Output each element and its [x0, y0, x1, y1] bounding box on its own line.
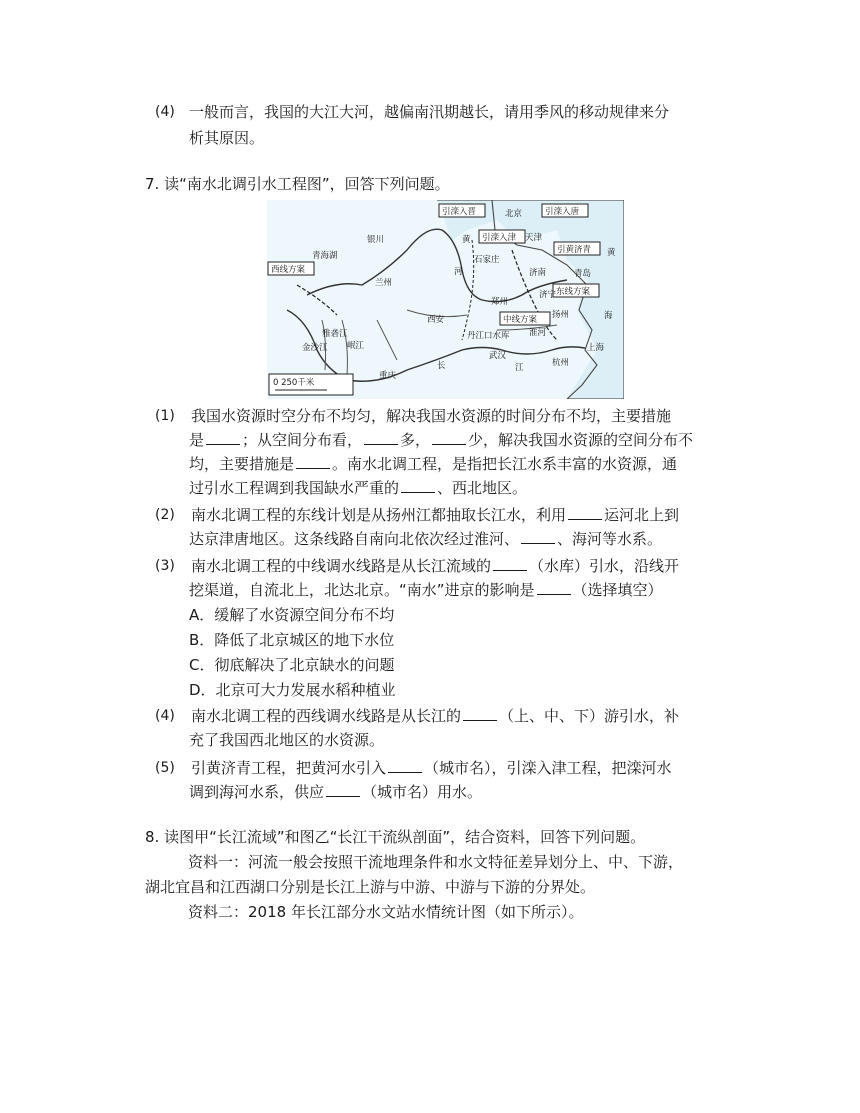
question-text-line: 达京津唐地区。这条线路自南向北依次经过淮河、 、海河等水系。 [189, 530, 663, 548]
answer-blank[interactable] [364, 430, 398, 445]
answer-blank[interactable] [432, 430, 466, 445]
map-label: 银川 [367, 235, 385, 245]
question-text-line: 挖渠道，自流北上，北达北京。“南水”进京的影响是 （选择填空） [189, 581, 663, 599]
map-label: 江 [515, 363, 524, 373]
question-text-line: 南水北调工程的东线计划是从扬州江都抽取长江水，利用 运河北上到 [191, 506, 680, 524]
question-number: (5) [155, 760, 175, 776]
question-text-line: 南水北调工程的西线调水线路是从长江的 （上、中、下）游引水，补 [191, 707, 680, 725]
answer-blank[interactable] [568, 505, 602, 520]
answer-blank[interactable] [206, 430, 240, 445]
map-label: 扬州 [552, 310, 570, 320]
map-label: 丹江口水库 [467, 331, 510, 341]
answer-blank[interactable] [326, 782, 360, 797]
answer-blank[interactable] [537, 580, 571, 595]
map-label: 郑州 [491, 297, 509, 307]
answer-blank[interactable] [401, 478, 435, 493]
question-number: (3) [155, 558, 175, 574]
map-label: 重庆 [379, 371, 397, 381]
question-text-line: 析其原因。 [189, 129, 265, 147]
question-number: (1) [155, 408, 175, 424]
option-d[interactable]: D．北京可大力发展水稻种植业 [189, 681, 396, 699]
map-label: 引滦入唐 [545, 207, 580, 217]
map-label: 杭州 [552, 358, 570, 368]
map-label: 武汉 [489, 351, 507, 361]
material-text-line: 资料二：2018 年长江部分水文站水情统计图（如下所示）。 [188, 903, 584, 921]
material-text-line: 资料一：河流一般会按照干流地理条件和水文特征差异划分上、中、下游， [188, 853, 684, 871]
map-label: 青海湖 [312, 251, 338, 261]
answer-blank[interactable] [296, 454, 330, 469]
map-label: 西安 [427, 315, 445, 325]
question-text-line: 是 ；从空间分布看， 多， 少，解决我国水资源的空间分布不 [189, 431, 694, 449]
question-number: (4) [155, 708, 175, 724]
material-text-line: 湖北宜昌和江西湖口分别是长江上游与中游、中游与下游的分界处。 [145, 878, 596, 896]
map-label: 西线方案 [271, 265, 306, 275]
map-label: 河 [454, 267, 463, 277]
question-number: (2) [155, 507, 175, 523]
question-text-line: 南水北调工程的中线调水线路是从长江流域的 （水库）引水，沿线开 [191, 557, 680, 575]
question-number: (4) [155, 104, 175, 120]
question-text-line: 过引水工程调到我国缺水严重的 、西北地区。 [189, 479, 528, 497]
question-title: 8. 读图甲“长江流域”和图乙“长江干流纵剖面”，结合资料，回答下列问题。 [145, 828, 646, 846]
map-label: 中线方案 [503, 315, 538, 325]
map-label: 引黄济青 [557, 245, 592, 255]
map-label: 北京 [505, 209, 523, 219]
map-label: 兰州 [375, 278, 393, 288]
question-title: 7. 读“南水北调引水工程图”，回答下列问题。 [145, 175, 450, 193]
map-label: 长 [437, 361, 446, 371]
map-label: 岷江 [347, 341, 365, 351]
map-label: 雅砻江 [322, 329, 348, 339]
question-text-line: 引黄济青工程，把黄河水引入 （城市名），引滦入津工程，把滦河水 [191, 759, 672, 777]
option-b[interactable]: B．降低了北京城区的地下水位 [189, 631, 395, 649]
answer-blank[interactable] [521, 529, 555, 544]
map-label: 黄 [462, 235, 471, 245]
map-scale: 0 250千米 [273, 378, 315, 388]
answer-blank[interactable] [463, 706, 497, 721]
answer-blank[interactable] [493, 556, 527, 571]
question-text-line: 调到海河水系，供应 （城市名）用水。 [189, 783, 483, 801]
map-label: 金沙江 [302, 343, 328, 353]
question-text-line: 充了我国西北地区的水资源。 [189, 731, 385, 749]
map-label: 黄 [607, 248, 616, 258]
map-label: 淮河 [529, 328, 547, 338]
answer-blank[interactable] [388, 758, 422, 773]
map-label: 海 [604, 311, 613, 321]
option-c[interactable]: C．彻底解决了北京缺水的问题 [189, 656, 395, 674]
question-text-line: 一般而言，我国的大江大河，越偏南汛期越长，请用季风的移动规律来分 [189, 103, 670, 121]
map-label: 济宁 [539, 290, 557, 300]
map-label: 引滦入晋 [442, 207, 477, 217]
map-label: 引滦入津 [482, 233, 517, 243]
map-label: 上海 [587, 343, 605, 353]
map-label: 青岛 [574, 269, 592, 279]
question-text-line: 我国水资源时空分布不均匀，解决我国水资源的时间分布不均，主要措施 [191, 407, 672, 425]
option-a[interactable]: A．缓解了水资源空间分布不均 [189, 606, 395, 624]
map-label: 东线方案 [556, 287, 591, 297]
south-north-water-diversion-map [267, 200, 624, 399]
map-label: 济南 [529, 268, 547, 278]
map-label: 天津 [525, 233, 543, 243]
question-text-line: 均，主要措施是 。南水北调工程，是指把长江水系丰富的水资源，通 [189, 455, 678, 473]
map-label: 石家庄 [474, 255, 500, 265]
